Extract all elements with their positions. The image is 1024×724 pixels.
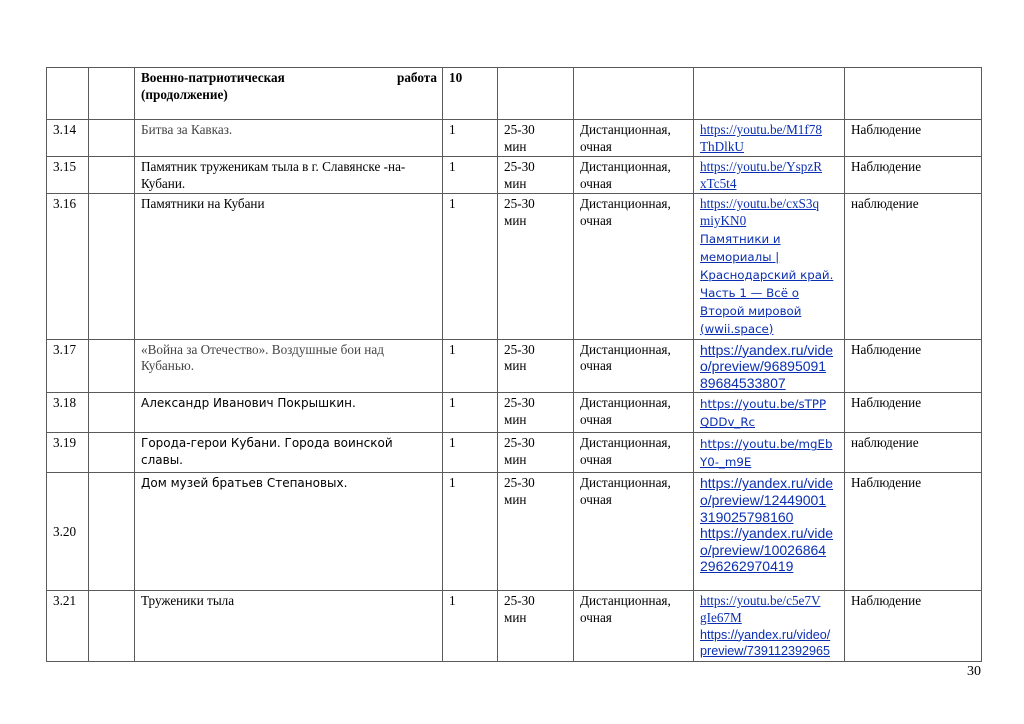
form: [574, 157, 694, 194]
row-number: 3.15: [47, 157, 89, 194]
row-number: 3.20: [47, 473, 89, 591]
resource-link-title[interactable]: Краснодарский край.: [700, 267, 834, 282]
topic: Города-герои Кубани. Города воинской славы.: [135, 433, 443, 473]
table-row: [47, 194, 982, 339]
empty-cell: [89, 591, 135, 661]
resource-links: [694, 120, 845, 157]
resource-link[interactable]: https://youtu.be/c5e7V: [700, 593, 821, 609]
control-form: наблюдение: [845, 194, 982, 339]
empty-cell: [89, 473, 135, 591]
control-form: Наблюдение: [845, 157, 982, 194]
form: [574, 433, 694, 473]
resource-link[interactable]: miyKN0: [700, 212, 747, 228]
table-row: [47, 339, 982, 393]
form: [574, 591, 694, 661]
form-line2: очная: [580, 358, 612, 374]
resource-link[interactable]: QDDv_Rc: [700, 415, 756, 430]
hours: 1: [443, 473, 498, 591]
form-line1: Дистанционная,: [580, 475, 671, 491]
empty-cell: [694, 68, 845, 120]
control-form: Наблюдение: [845, 120, 982, 157]
topic: Битва за Кавказ.: [135, 120, 443, 157]
row-number: 3.19: [47, 433, 89, 473]
duration-range: 25-30: [504, 475, 535, 491]
duration-unit: мин: [504, 609, 527, 625]
empty-cell: [89, 393, 135, 433]
form-line2: очная: [580, 411, 612, 427]
hours: 1: [443, 339, 498, 393]
form: [574, 393, 694, 433]
resource-link[interactable]: https://yandex.ru/vide: [700, 525, 834, 542]
resource-link-title[interactable]: мемориалы |: [700, 249, 780, 264]
duration-unit: мин: [504, 451, 527, 467]
empty-cell: [89, 339, 135, 393]
page-number: 30: [967, 664, 981, 679]
resource-link[interactable]: Y0-_m9E: [700, 455, 752, 470]
resource-link[interactable]: gIe67M: [700, 609, 742, 625]
form-line2: очная: [580, 175, 612, 191]
duration-unit: мин: [504, 411, 527, 427]
table-row: [47, 393, 982, 433]
resource-link[interactable]: 296262970419: [700, 558, 794, 575]
duration: [498, 591, 574, 661]
table-row: [47, 120, 982, 157]
resource-link-title[interactable]: Памятники и: [700, 231, 781, 246]
duration: [498, 433, 574, 473]
topic: Памятник труженикам тыла в г. Славянске -на-Кубани.: [135, 157, 443, 194]
row-number: 3.17: [47, 339, 89, 393]
resource-link[interactable]: 319025798160: [700, 508, 794, 525]
resource-link[interactable]: https://youtu.be/mgEb: [700, 437, 833, 452]
resource-link[interactable]: https://youtu.be/M1f78: [700, 122, 822, 137]
topic: Александр Иванович Покрышкин.: [135, 393, 443, 433]
form-line1: Дистанционная,: [580, 593, 671, 609]
form-line2: очная: [580, 609, 612, 625]
row-number: 3.14: [47, 120, 89, 157]
duration-unit: мин: [504, 212, 527, 228]
empty-cell: [845, 68, 982, 120]
duration: [498, 473, 574, 591]
empty-cell: [89, 433, 135, 473]
resource-link[interactable]: https://yandex.ru/vide: [700, 341, 834, 358]
form-line1: Дистанционная,: [580, 341, 671, 357]
duration-range: 25-30: [504, 593, 535, 609]
duration-range: 25-30: [504, 122, 535, 137]
duration: [498, 339, 574, 393]
resource-link[interactable]: https://youtu.be/cxS3q: [700, 196, 820, 212]
resource-link[interactable]: ThDlkU: [700, 138, 744, 154]
duration: [498, 157, 574, 194]
table-row: [47, 157, 982, 194]
resource-link-title[interactable]: Часть 1 — Всё о: [700, 285, 799, 300]
table-row: [47, 591, 982, 661]
empty-cell: [574, 68, 694, 120]
form-line1: Дистанционная,: [580, 395, 671, 411]
duration-range: 25-30: [504, 395, 535, 411]
form: [574, 120, 694, 157]
section-title-line2: (продолжение): [141, 86, 228, 102]
resource-link[interactable]: 89684533807: [700, 374, 786, 391]
duration-range: 25-30: [504, 341, 535, 357]
section-title-part1: Военно-патриотическая: [141, 70, 285, 85]
duration: [498, 194, 574, 339]
duration: [498, 120, 574, 157]
resource-links: [694, 393, 845, 433]
hours: 1: [443, 393, 498, 433]
resource-links: [694, 473, 845, 591]
duration-range: 25-30: [504, 196, 535, 212]
duration-unit: мин: [504, 138, 527, 154]
empty-cell: [89, 157, 135, 194]
row-number: 3.18: [47, 393, 89, 433]
resource-links: [694, 339, 845, 393]
hours: 1: [443, 194, 498, 339]
resource-link[interactable]: https://youtu.be/sTPP: [700, 397, 827, 412]
resource-link[interactable]: o/preview/10026864: [700, 541, 827, 558]
form-line2: очная: [580, 491, 612, 507]
empty-cell: [89, 68, 135, 120]
hours: 1: [443, 120, 498, 157]
form: [574, 339, 694, 393]
form-line1: Дистанционная,: [580, 122, 671, 137]
control-form: Наблюдение: [845, 339, 982, 393]
form: [574, 194, 694, 339]
hours: 1: [443, 157, 498, 194]
resource-link-title[interactable]: (wwii.space): [700, 321, 774, 336]
resource-link[interactable]: preview/739112392965: [700, 644, 831, 659]
empty-cell: [89, 194, 135, 339]
program-table: [46, 67, 982, 662]
hours: 1: [443, 433, 498, 473]
section-title: [135, 68, 443, 120]
control-form: наблюдение: [845, 433, 982, 473]
resource-links: [694, 591, 845, 661]
resource-link[interactable]: https://yandex.ru/vide: [700, 475, 834, 492]
duration: [498, 393, 574, 433]
resource-links: [694, 157, 845, 194]
empty-cell: [498, 68, 574, 120]
section-hours: 10: [443, 68, 498, 120]
resource-link[interactable]: https://yandex.ru/video/: [700, 627, 831, 642]
resource-link-title[interactable]: Второй мировой: [700, 303, 802, 318]
duration-unit: мин: [504, 175, 527, 191]
control-form: Наблюдение: [845, 473, 982, 591]
topic: Труженики тыла: [135, 591, 443, 661]
topic: Памятники на Кубани: [135, 194, 443, 339]
resource-links: [694, 433, 845, 473]
form: [574, 473, 694, 591]
duration-unit: мин: [504, 358, 527, 374]
section-title-part2: работа: [396, 70, 437, 85]
table-row: [47, 433, 982, 473]
topic: «Война за Отечество». Воздушные бои над Кубанью.: [135, 339, 443, 393]
form-line1: Дистанционная,: [580, 435, 671, 451]
duration-range: 25-30: [504, 435, 535, 451]
duration-unit: мин: [504, 491, 527, 507]
table-row: [47, 473, 982, 591]
control-form: Наблюдение: [845, 393, 982, 433]
form-line2: очная: [580, 138, 612, 154]
resource-link[interactable]: o/preview/12449001: [700, 491, 827, 508]
empty-cell: [47, 68, 89, 120]
form-line1: Дистанционная,: [580, 196, 671, 212]
row-number: 3.21: [47, 591, 89, 661]
hours: 1: [443, 591, 498, 661]
form-line1: Дистанционная,: [580, 159, 671, 175]
resource-link[interactable]: o/preview/96895091: [700, 358, 827, 375]
resource-link[interactable]: https://youtu.be/YspzR: [700, 159, 822, 175]
resource-links: [694, 194, 845, 339]
resource-link[interactable]: xTc5t4: [700, 175, 737, 191]
empty-cell: [89, 120, 135, 157]
control-form: Наблюдение: [845, 591, 982, 661]
duration-range: 25-30: [504, 159, 535, 175]
section-header-row: [47, 68, 982, 120]
form-line2: очная: [580, 212, 612, 228]
row-number: 3.16: [47, 194, 89, 339]
form-line2: очная: [580, 451, 612, 467]
topic: Дом музей братьев Степановых.: [135, 473, 443, 591]
